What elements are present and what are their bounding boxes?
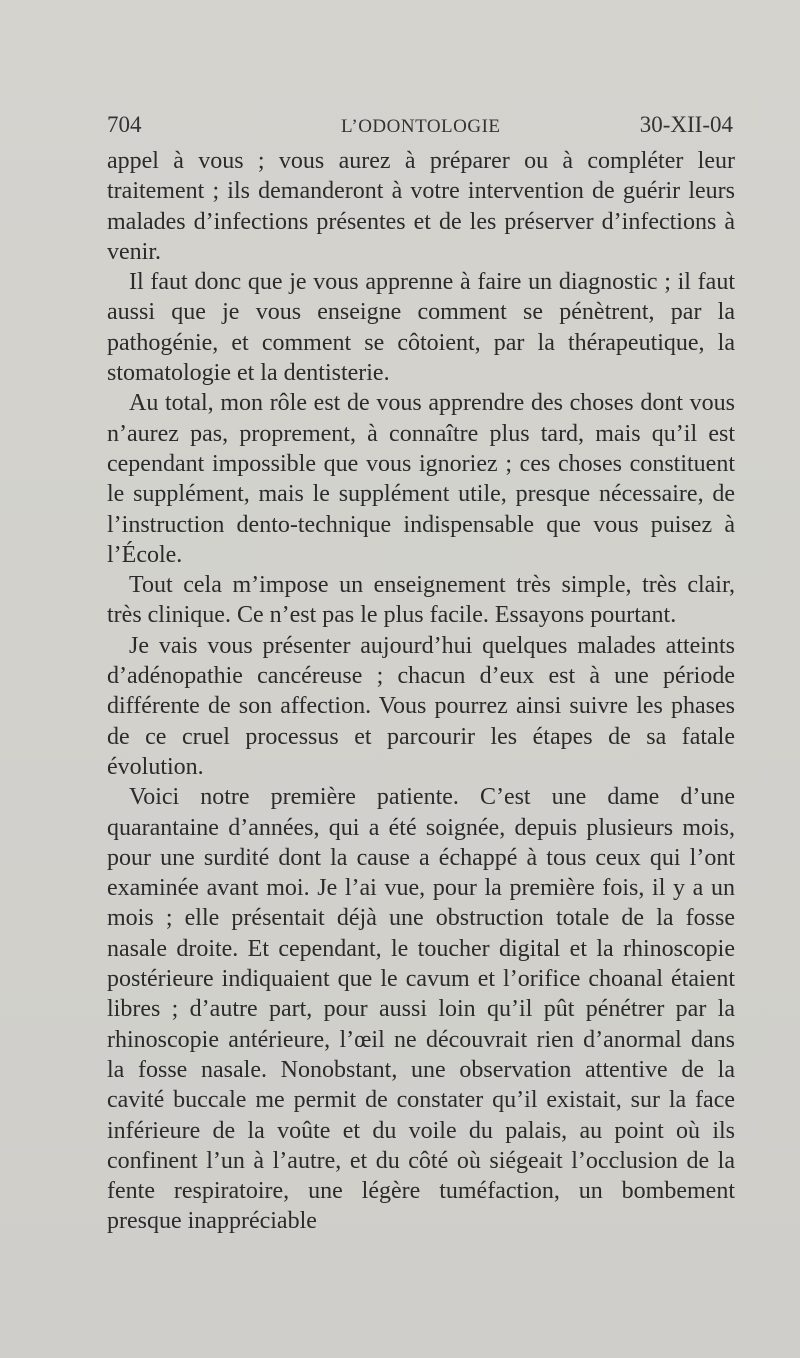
paragraph-1: appel à vous ; vous aurez à préparer ou à compléter leur traitement ; ils demanderont à votre intervention de guérir leurs malades d’infections présentes et de les préserver d’infections à venir. — [107, 148, 735, 265]
page-number: 704 — [107, 112, 142, 137]
journal-title: L’ODONTOLOGIE — [341, 116, 501, 137]
body-text — [107, 146, 735, 1237]
paragraph-3: Au total, mon rôle est de vous apprendre des choses dont vous n’aurez pas, proprement, à connaître plus tard, mais qu’il est cependant impossible que vous ignoriez ; ces choses constituent le supplément, mais le supplément utile, presque nécessaire, de l’instruction dento-technique indispensable que vous puisez à l’École. — [107, 390, 735, 568]
issue-date: 30-XII-04 — [639, 112, 733, 137]
paragraph-2: Il faut donc que je vous apprenne à faire un diagnostic ; il faut aussi que je vous enseigne comment se pénètrent, par la pathogénie, et comment se côtoient, par la thérapeutique, la stomatologie et la dentisterie. — [107, 269, 735, 387]
paragraph-6: Voici notre première patiente. C’est une dame d’une quarantaine d’années, qui a été soignée, depuis plusieurs mois, pour une surdité dont la cause a échappé à tous ceux qui l’ont examinée avant moi. Je l’ai vue, pour la première fois, il y a un mois ; elle présentait déjà une obstruction totale de la fosse nasale droite. Et cependant, le toucher digital et la rhinoscopie postérieure indiquaient que le cavum et l’orifice choanal étaient libres ; d’autre part, pour aussi loin qu’il pût pénétrer par la rhinoscopie antérieure, l’œil ne découvrait rien d’anormal dans la fosse nasale. Nonobstant, une observation attentive de la cavité buccale me permit de constater qu’il existait, sur la face inférieure de la voûte et du voile du palais, au point où ils confinent l’un à l’autre, et du côté où siégeait l’occlusion de la fente respiratoire, une légère tuméfaction, un bombement presque inappréciable — [107, 784, 735, 1235]
paragraph-4: Tout cela m’impose un enseignement très simple, très clair, très clinique. Ce n’est pas le plus facile. Essayons pourtant. — [107, 572, 735, 629]
running-header — [107, 112, 733, 142]
paragraph-5: Je vais vous présenter aujourd’hui quelques malades atteints d’adénopathie cancéreuse ; chacun d’eux est à une période différente de son affection. Vous pourrez ainsi suivre les phases de ce cruel processus et parcourir les étapes de sa fatale évolution. — [107, 632, 735, 780]
